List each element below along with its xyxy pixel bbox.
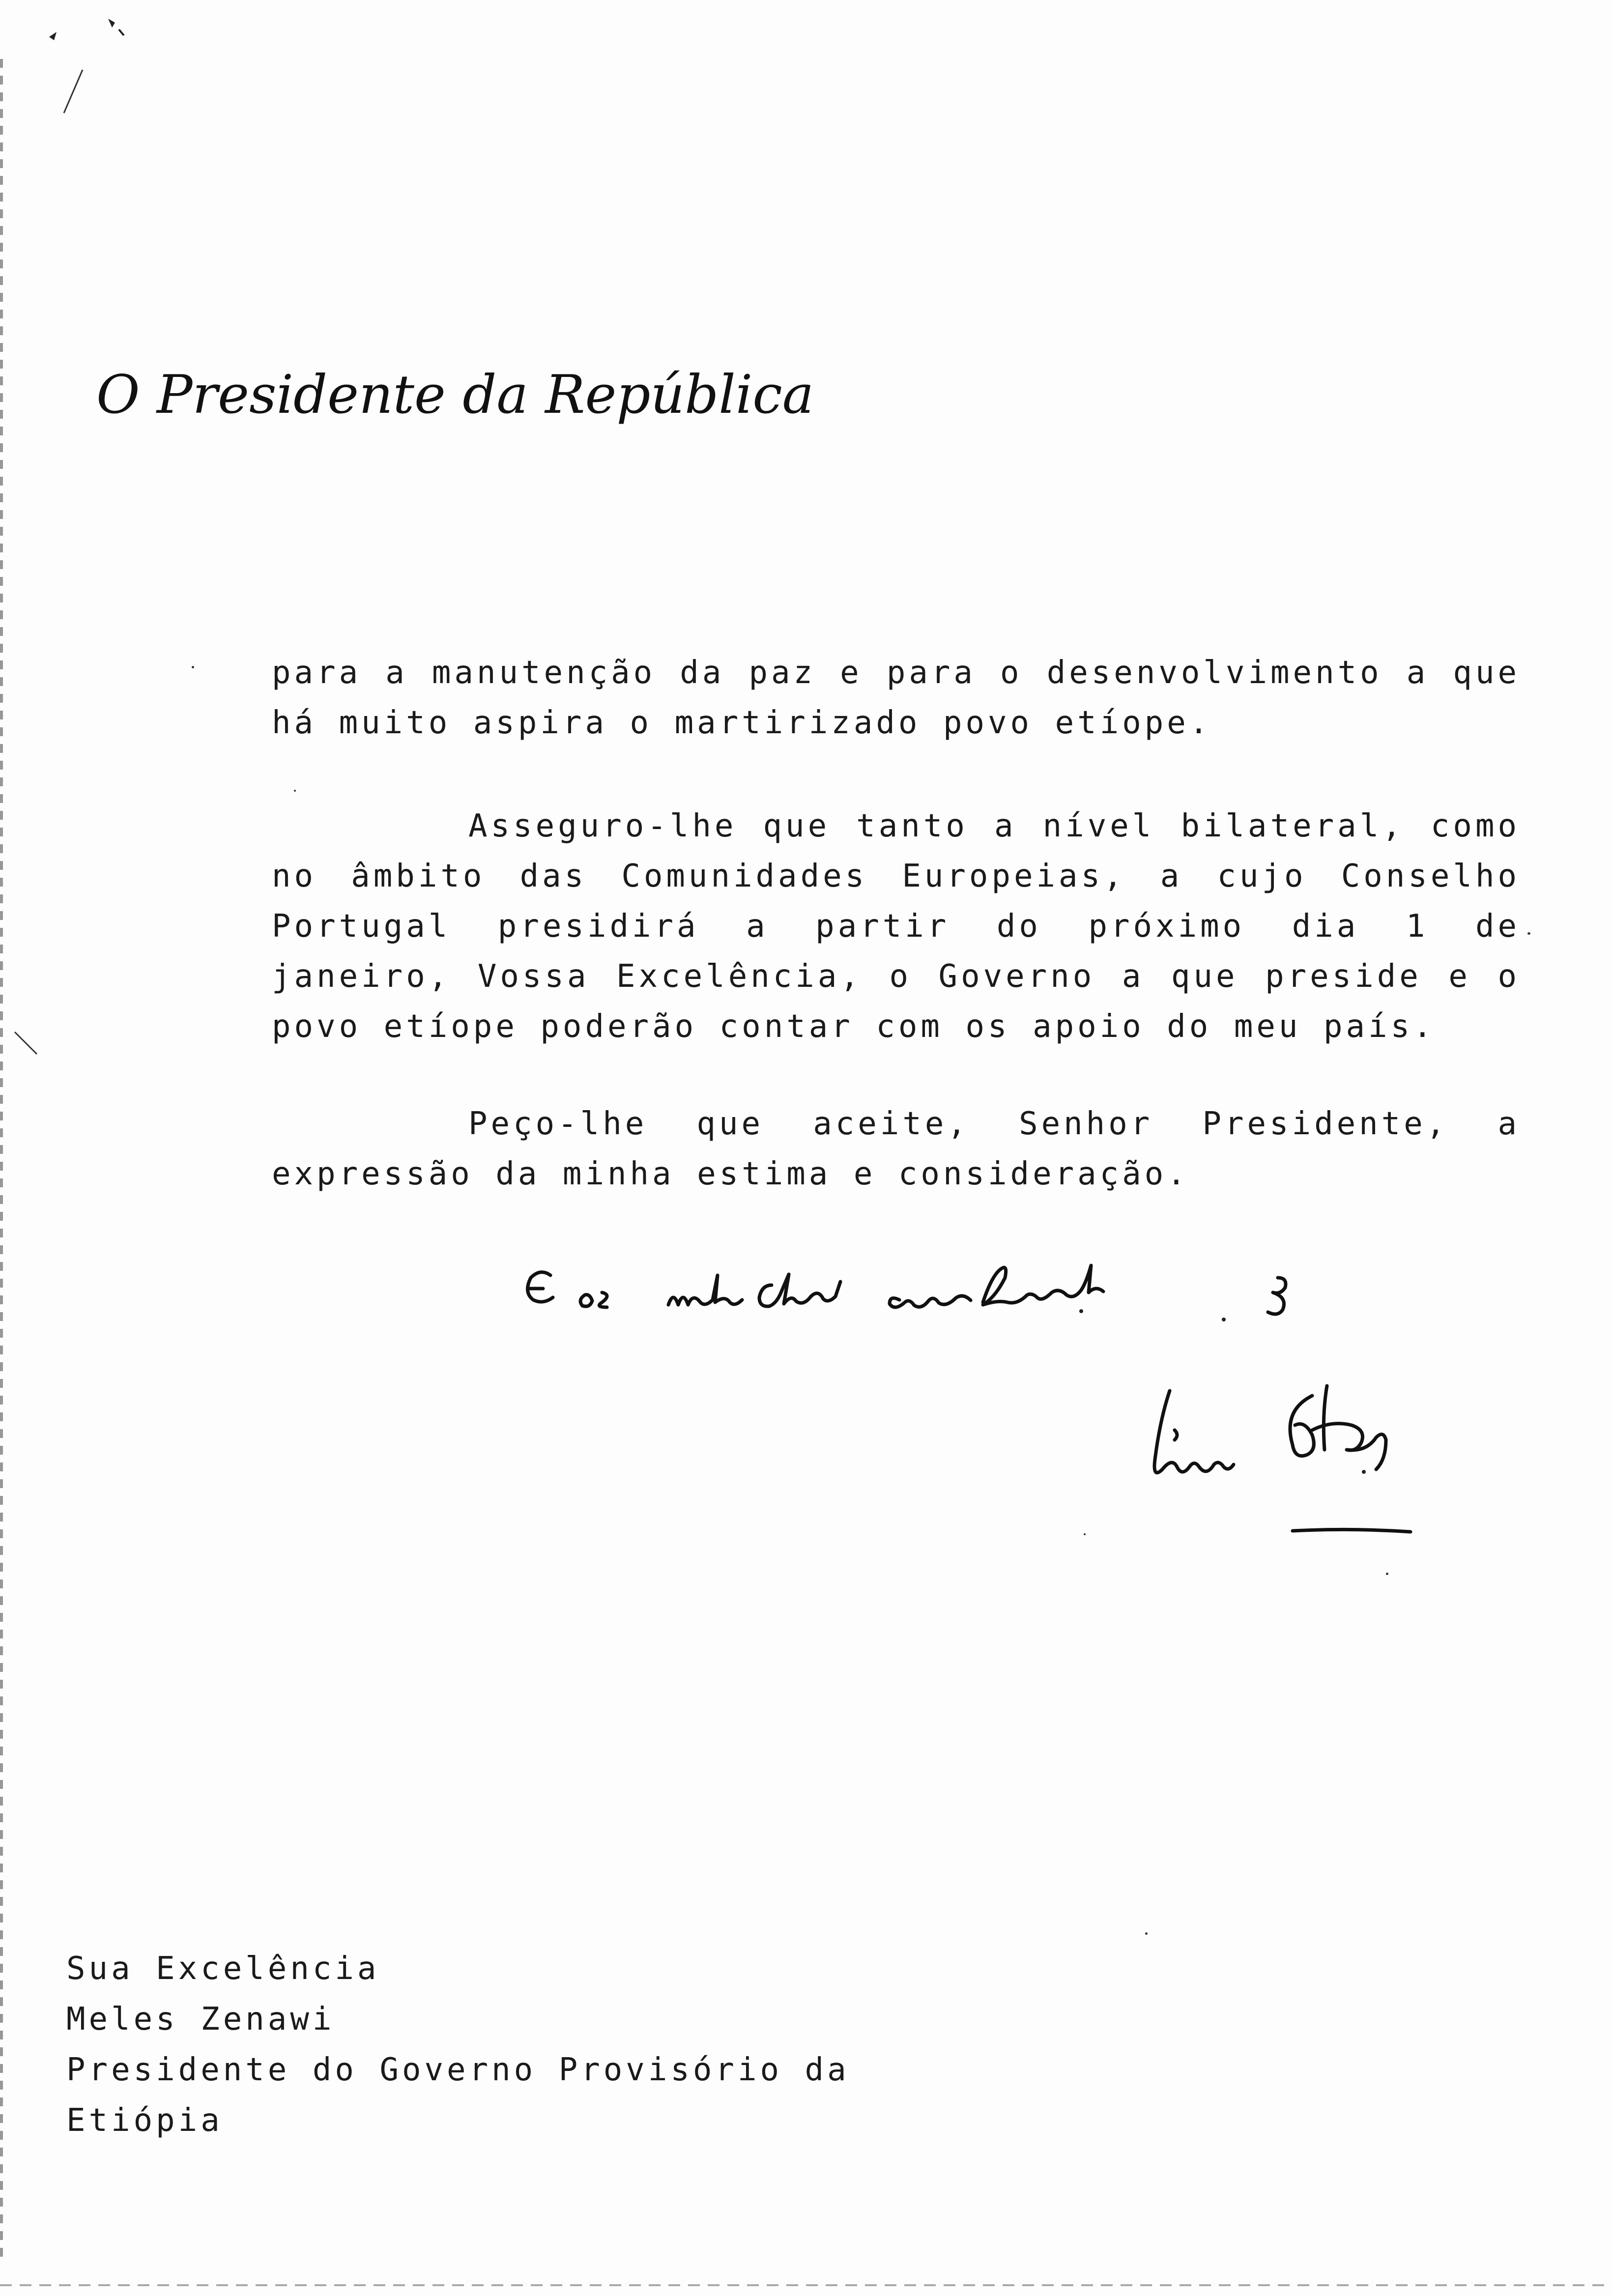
scan-speck [1145, 1932, 1148, 1935]
scan-speck [1386, 1573, 1388, 1575]
handwritten-closing [521, 1258, 1356, 1332]
scan-edge-left [0, 59, 3, 2261]
body-paragraph-1 [272, 648, 1520, 748]
scan-marks [10, 1027, 44, 1062]
letterhead-title: O Presidente da República [96, 364, 814, 426]
recipient-address [66, 1944, 850, 2146]
recipient-line-1: Sua Excelência [66, 1951, 380, 1987]
paragraph-text: Peço-lhe que aceite, Senhor Presidente, a expressão da minha estima e consideração. [272, 1106, 1520, 1192]
scan-speck [1084, 1533, 1086, 1535]
recipient-line-4: Etiópia [66, 2102, 223, 2139]
recipient-line-3: Presidente do Governo Provisório da [66, 2052, 850, 2088]
recipient-line-2: Meles Zenawi [66, 2001, 335, 2038]
scan-marks [29, 10, 147, 118]
body-paragraph-2 [272, 801, 1520, 1052]
scan-edge-bottom [0, 2284, 1612, 2286]
paragraph-text: para a manutenção da paz e para o desenvolvimento a que há muito aspira o martirizado povo etíope. [272, 655, 1520, 741]
scan-speck [294, 790, 296, 792]
signature [1116, 1376, 1430, 1553]
paragraph-text: Asseguro-lhe que tanto a nível bilateral, como no âmbito das Comunidades Europeias, a cujo Conselho Portugal presidirá a partir do próximo dia 1 de janeiro, Vossa Excelência, o Governo a que preside e o povo etíope poderão contar com os apoio do meu país. [272, 808, 1520, 1045]
scan-speck [1527, 932, 1530, 935]
body-paragraph-3 [272, 1099, 1520, 1199]
letterhead [93, 354, 814, 437]
scan-speck [192, 666, 194, 668]
